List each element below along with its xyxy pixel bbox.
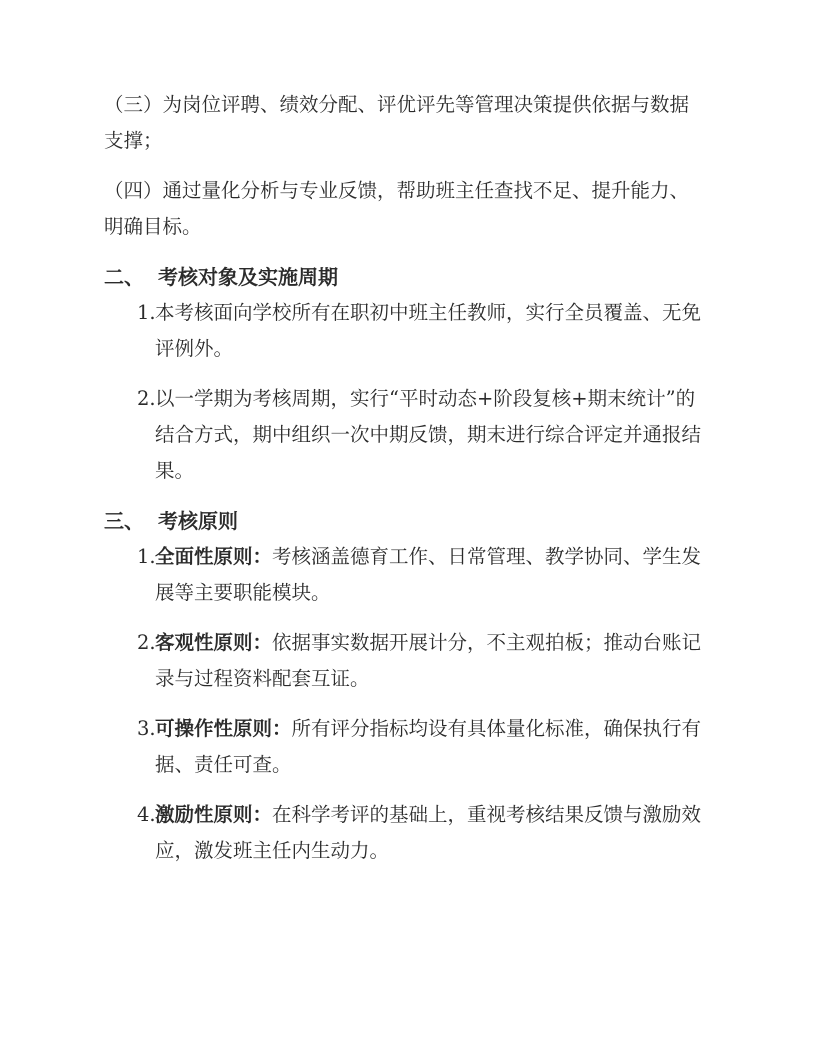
list-item	[104, 711, 704, 783]
list-item-text	[155, 717, 701, 776]
intro-paragraph-4: （四）通过量化分析与专业反馈，帮助班主任查找不足、提升能力、明确目标。	[104, 179, 690, 238]
section-title: 考核对象及实施周期	[158, 265, 338, 289]
targets-list	[104, 295, 704, 489]
section-number: 三、	[104, 509, 144, 533]
list-item	[104, 295, 704, 367]
list-item-number: 3.	[137, 717, 156, 740]
list-item-number: 2.	[137, 631, 156, 654]
list-item	[104, 625, 704, 697]
list-item-lead: 激励性原则：	[155, 803, 273, 826]
list-item	[104, 381, 704, 489]
list-item-number: 1.	[137, 301, 156, 324]
list-item-number: 1.	[137, 545, 156, 568]
list-item-lead: 客观性原则：	[155, 631, 273, 654]
list-item-text	[155, 631, 701, 690]
list-item	[104, 539, 704, 611]
intro-paragraph-3: （三）为岗位评聘、绩效分配、评优评先等管理决策提供依据与数据支撑；	[104, 93, 690, 152]
section-heading-principles	[104, 503, 704, 539]
section-heading-targets	[104, 259, 704, 295]
list-item-text	[155, 545, 701, 604]
list-item-text	[155, 803, 701, 862]
list-item-rest: 在科学考评的基础上，重视考核结果反馈与激励效应，激发班主任内生动力。	[155, 803, 702, 862]
list-item-rest: 考核涵盖德育工作、日常管理、教学协同、学生发展等主要职能模块。	[155, 545, 702, 604]
section-number: 二、	[104, 265, 144, 289]
list-item-lead: 可操作性原则：	[155, 717, 292, 740]
principles-list	[104, 539, 704, 869]
list-item-text: 本考核面向学校所有在职初中班主任教师，实行全员覆盖、无免评例外。	[155, 301, 702, 360]
list-item-lead: 全面性原则：	[155, 545, 273, 568]
list-item	[104, 797, 704, 869]
list-item-rest: 所有评分指标均设有具体量化标准，确保执行有据、责任可查。	[155, 717, 702, 776]
list-item-rest: 依据事实数据开展计分，不主观拍板；推动台账记录与过程资料配套互证。	[155, 631, 702, 690]
list-item-number: 2.	[137, 387, 156, 410]
section-title: 考核原则	[158, 509, 238, 533]
list-item-text: 以一学期为考核周期，实行“平时动态+阶段复核+期末统计”的结合方式，期中组织一次中期反馈，期末进行综合评定并通报结果。	[155, 387, 702, 482]
list-item-number: 4.	[137, 803, 156, 826]
